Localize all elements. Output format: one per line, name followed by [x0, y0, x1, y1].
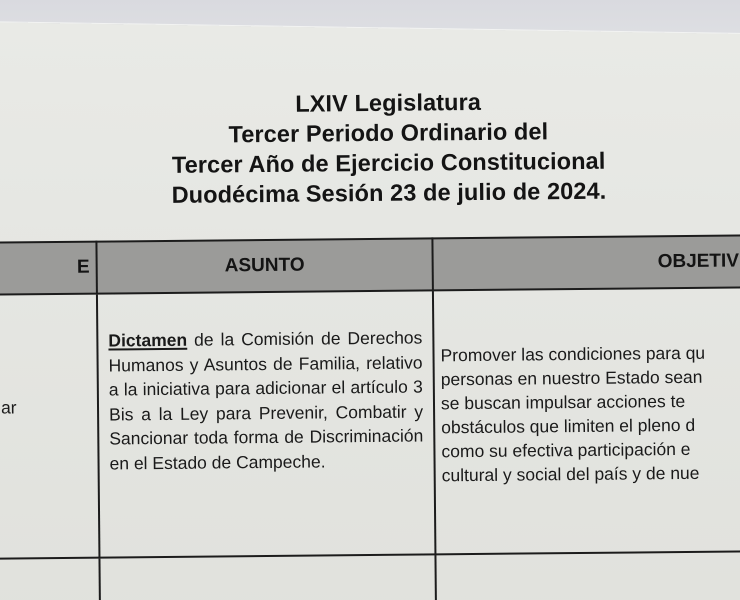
- objetivo-line: obstáculos que limiten el pleno d: [441, 414, 696, 438]
- column-header-asunto-label: ASUNTO: [224, 254, 305, 277]
- asunto-keyword: Dictamen: [108, 329, 188, 351]
- objetivo-line: Promover las condiciones para qu: [440, 342, 706, 366]
- first-column-text: ar: [0, 397, 17, 418]
- session-date-title: Duodécima Sesión 23 de julio de 2024.: [171, 177, 607, 208]
- period-title: Tercer Periodo Ordinario del: [228, 118, 549, 148]
- objetivo-line: como su efectiva participación e: [441, 438, 691, 462]
- table-header-row: [0, 235, 740, 295]
- legislature-title: LXIV Legislatura: [295, 88, 482, 117]
- objetivo-line: cultural y social del país y de nue: [441, 462, 700, 486]
- objetivo-line: se buscan impulsar acciones te: [440, 390, 686, 414]
- column-header-first-label: E: [76, 256, 90, 278]
- agenda-table: [0, 234, 740, 600]
- column-header-objetivo-label: OBJETIV: [657, 250, 740, 273]
- column-header-asunto: [96, 238, 432, 293]
- objetivo-line: personas en nuestro Estado sean: [440, 366, 703, 390]
- column-header-first: [0, 242, 97, 295]
- asunto-description: de la Comisión de Derechos Humanos y Asuntos de Familia, relativo a la iniciativa para adicionar el artículo 3 Bis a la Ley para Prevenir, Combatir y Sancionar toda forma de Discriminación en el Estado de Campeche.: [108, 327, 424, 474]
- asunto-cell: [99, 554, 436, 600]
- column-header-objetivo: [432, 235, 740, 291]
- first-column-cell: [0, 558, 100, 600]
- first-column-cell: [0, 294, 99, 559]
- objetivo-cell: [435, 551, 740, 600]
- objetivo-cell: [433, 287, 740, 555]
- table-row: [0, 287, 740, 559]
- table-row: [0, 551, 740, 600]
- asunto-cell: [97, 290, 436, 557]
- objetivo-text: [434, 288, 740, 488]
- session-title: [118, 85, 659, 210]
- asunto-text: [98, 291, 434, 475]
- year-title: Tercer Año de Ejercicio Constitucional: [171, 147, 606, 178]
